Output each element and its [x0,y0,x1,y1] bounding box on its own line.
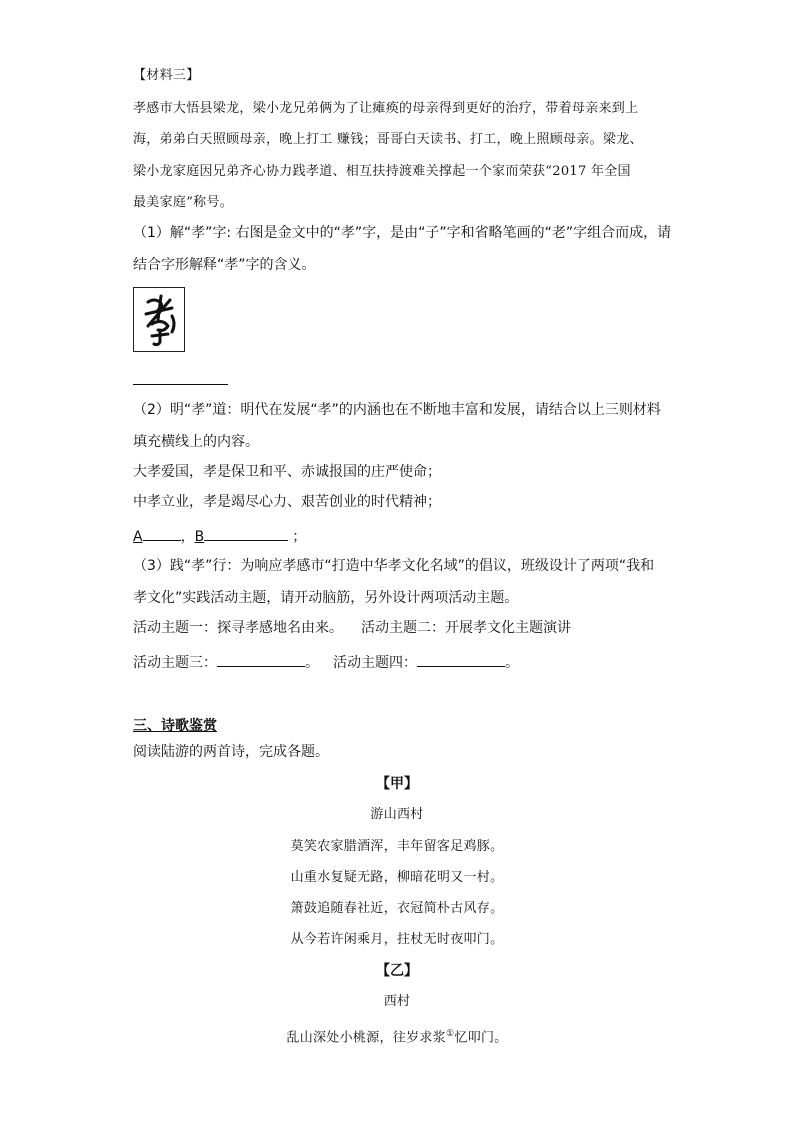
section-title: 三、诗歌鉴赏 [133,718,217,734]
q3-line: 孝文化”实践活动主题，请开动脑筋，另外设计两项活动主题。 [133,590,519,606]
q3-line: （3）践“孝”行：为响应孝感市“打造中华孝文化名域”的倡议，班级设计了两项“我和 [133,558,655,574]
poem-yi-mark: 【乙】 [376,963,418,979]
period: 。 [305,655,319,671]
footnote-marker: ① [446,1029,455,1039]
bronze-inscription-xiao-image [133,287,185,352]
section-intro: 阅读陆游的两首诗，完成各题。 [133,744,329,760]
poem-yi-line: 乱山深处小桃源，往岁求浆①忆叩门。 [286,1029,508,1046]
theme-one: 活动主题一：探寻孝感地名由来。 [133,620,343,636]
semicolon: ； [292,529,307,545]
material3-line: 孝感市大悟县梁龙，梁小龙兄弟俩为了让瘫痪的母亲得到更好的治疗，带着母亲来到上 [133,101,639,116]
answer-line-q1[interactable] [133,384,228,385]
q2-line: （2）明“孝”道：明代在发展“孝”的内涵也在不断地丰富和发展，请结合以上三则材料 [133,402,661,418]
theme-three-label: 活动主题三： [133,655,217,671]
poem-jia-line: 山重水复疑无路，柳暗花明又一村。 [290,870,504,885]
theme-two: 活动主题二：开展孝文化主题演讲 [361,620,571,636]
poem-jia-mark: 【甲】 [376,776,418,792]
poem-jia-line: 箫鼓追随春社近，衣冠简朴古风存。 [290,901,504,916]
theme-three-field[interactable] [217,650,305,667]
q3-blank-themes-row [133,650,519,673]
poem-jia-title: 游山西村 [370,807,424,822]
q1-line: （1）解“孝”字: 右图是金文中的“孝”字，是由“子”字和省略笔画的“老”字组合而成，请 [133,225,672,241]
material3-heading: 【材料三】 [133,68,200,83]
material3-line: 梁小龙家庭因兄弟齐心协力践孝道、相互扶持渡难关撑起一个家而荣获“2017 年全国 [133,164,631,179]
q1-line: 结合字形解释“孝”字的含义。 [133,257,316,273]
blank-a-label: A [133,529,143,545]
theme-four-label: 活动主题四： [333,655,417,671]
poem-jia-line: 从今若许闲乘月，拄杖无时夜叩门。 [290,932,504,947]
q2-blanks-line [133,524,306,547]
blank-b-field[interactable] [204,524,288,541]
q3-themes-row [133,618,571,638]
q2-line: 大孝爱国，孝是保卫和平、赤诚报国的庄严使命； [133,464,441,480]
xiao-glyph-icon [134,288,184,351]
blank-a-field[interactable] [143,524,181,541]
period: 。 [505,655,519,671]
theme-four-field[interactable] [417,650,505,667]
q2-line: 填充横线上的内容。 [133,434,259,450]
material3-line: 海，弟弟白天照顾母亲，晚上打工 赚钱；哥哥白天读书、打工，晚上照顾母亲。梁龙、 [133,132,643,147]
poem-yi-title: 西村 [383,994,411,1009]
q2-line: 中孝立业，孝是竭尽心力、艰苦创业的时代精神； [133,494,441,510]
poem-jia-line: 莫笑农家腊酒浑，丰年留客足鸡豚。 [290,839,504,854]
comma: ， [180,529,195,545]
material3-line: 最美家庭”称号。 [133,195,234,210]
blank-b-label: B [194,529,205,545]
